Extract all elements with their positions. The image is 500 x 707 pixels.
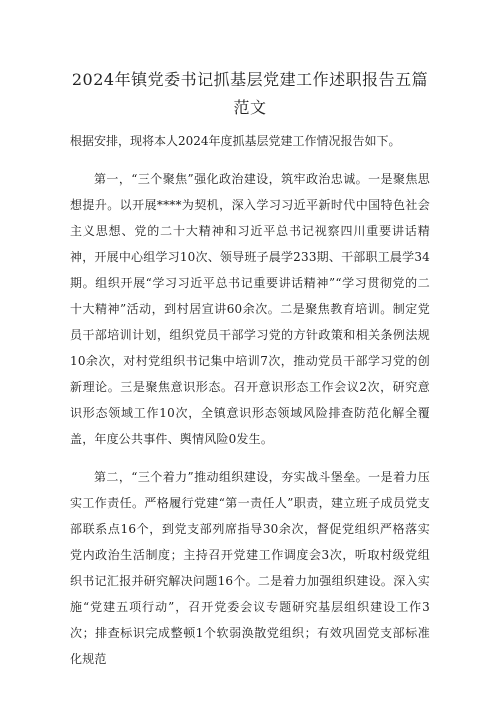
body-paragraph-1: 第一，“三个聚焦”强化政治建设，筑牢政治忠诚。一是聚焦思想提升。以开展****为契机，深入学习习近平新时代中国特色社会主义思想、党的二十大精神和习近平总书记视察四川重要讲话精神，开展中心组学习10次、领导班子晨学233期、干部职工晨学34期。组织开展“学习习近平总书记重要讲话精神”“学习贯彻党的二十大精神”活动，到村居宣讲60余次。二是聚焦教育培训。制定党员干部培训计划，组织党员干部学习党的方针政策和相关条例法规10余次，对村党组织书记集中培训7次，推动党员干部学习党的创新理论。三是聚焦意识形态。召开意识形态工作会议2次，研究意识形态领域工作10次，全镇意识形态领域风险排查防范化解全覆盖，年度公共事件、舆情风险0发生。 — [70, 172, 430, 446]
body-paragraph-2: 第二，“三个着力”推动组织建设，夯实战斗堡垒。一是着力压实工作责任。严格履行党建“第一责任人”职责，建立班子成员党支部联系点16个，到党支部列席指导30余次，督促党组织严格落实党内政治生活制度；主持召开党建工作调度会3次，听取村级党组织书记汇报并研究解决问题16个。二是着力加强组织建设。深入实施“党建五项行动”，召开党委会议专题研究基层组织建设工作3次；排查标识完成整顿1个软弱涣散党组织；有效巩固党支部标准化规范 — [70, 470, 430, 666]
intro-paragraph: 根据安排，现将本人2024年度抓基层党建工作情况报告如下。 — [70, 134, 401, 148]
document-title: 2024年镇党委书记抓基层党建工作述职报告五篇范文 — [71, 70, 429, 117]
